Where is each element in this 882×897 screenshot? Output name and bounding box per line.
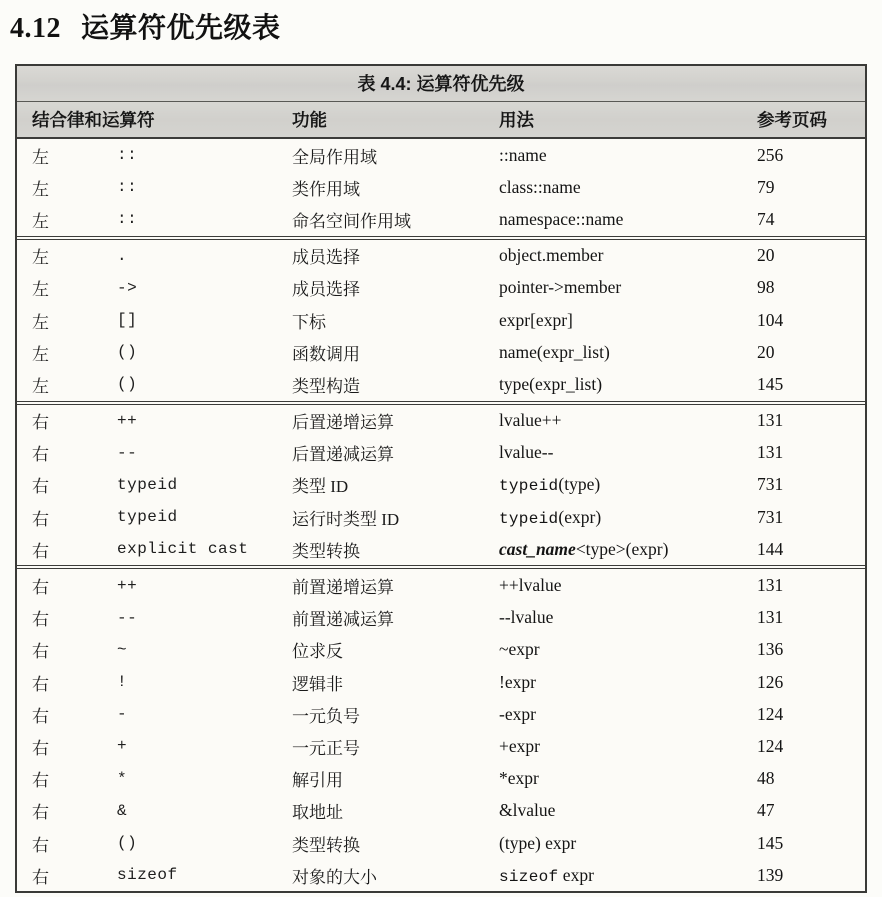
row-group — [17, 236, 865, 401]
function-cell: 前置递增运算 — [292, 578, 394, 598]
page-ref-cell: 20 — [757, 341, 775, 362]
usage-segment: --lvalue — [499, 607, 554, 628]
operator-cell: sizeof — [117, 866, 178, 885]
function-cell: 成员选择 — [292, 248, 360, 268]
function-cell: 取地址 — [292, 803, 343, 823]
page-ref-cell: 136 — [757, 639, 784, 660]
function-cell: 前置递减运算 — [292, 610, 394, 630]
usage-cell — [499, 575, 757, 596]
usage-cell — [499, 442, 757, 463]
associativity-cell: 左 — [32, 376, 49, 396]
associativity-cell: 右 — [32, 509, 49, 529]
usage-segment: name(expr_list) — [499, 341, 610, 362]
usage-segment: cast_name — [499, 538, 576, 559]
table-row — [17, 405, 865, 437]
operator-cell: () — [117, 343, 138, 362]
associativity-cell: 右 — [32, 477, 49, 497]
usage-cell — [499, 507, 757, 528]
operator-cell: -- — [117, 443, 138, 462]
table-row — [17, 569, 865, 601]
row-group — [17, 565, 865, 891]
page-ref-cell: 131 — [757, 442, 784, 463]
usage-segment: (type) — [558, 474, 601, 495]
page-ref-cell: 124 — [757, 735, 784, 756]
function-cell: 类型转换 — [292, 541, 360, 561]
function-cell: 类型转换 — [292, 835, 360, 855]
associativity-cell: 右 — [32, 674, 49, 694]
table-row — [17, 763, 865, 795]
usage-segment: expr — [558, 864, 594, 885]
operator-cell: ++ — [117, 411, 138, 430]
usage-segment: <type>(expr) — [575, 538, 669, 559]
operator-cell: () — [117, 834, 138, 853]
operator-cell: [] — [117, 311, 138, 330]
table-row — [17, 795, 865, 827]
function-cell: 位求反 — [292, 642, 343, 662]
table-row — [17, 698, 865, 730]
page-ref-cell: 20 — [757, 245, 775, 266]
usage-cell — [499, 833, 757, 854]
usage-segment: pointer->member — [499, 277, 622, 298]
operator-cell: & — [117, 801, 128, 820]
operator-cell: + — [117, 737, 128, 756]
usage-cell — [499, 277, 757, 298]
page-ref-cell: 131 — [757, 410, 784, 431]
table-body — [17, 139, 865, 891]
table-row — [17, 272, 865, 304]
table-caption: 表 4.4: 运算符优先级 — [17, 66, 865, 102]
table-row — [17, 730, 865, 762]
row-group — [17, 401, 865, 566]
page-ref-cell: 731 — [757, 474, 784, 495]
usage-segment: expr[expr] — [499, 309, 573, 330]
associativity-cell: 左 — [32, 280, 49, 300]
associativity-cell: 右 — [32, 445, 49, 465]
usage-segment: namespace::name — [499, 208, 624, 229]
row-group — [17, 139, 865, 236]
table-row — [17, 859, 865, 891]
function-cell: 运行时类型 ID — [292, 509, 400, 529]
associativity-cell: 右 — [32, 578, 49, 598]
function-cell: 后置递增运算 — [292, 413, 394, 433]
function-cell: 下标 — [292, 312, 326, 332]
table-row — [17, 602, 865, 634]
usage-segment: object.member — [499, 245, 604, 266]
associativity-cell: 左 — [32, 312, 49, 332]
page-ref-cell: 74 — [757, 208, 775, 229]
function-cell: 逻辑非 — [292, 674, 343, 694]
usage-segment: lvalue-- — [499, 442, 554, 463]
usage-cell — [499, 410, 757, 431]
page-ref-cell: 144 — [757, 538, 784, 559]
usage-cell — [499, 768, 757, 789]
function-cell: 全局作用域 — [292, 147, 377, 167]
column-header-associativity-operator: 结合律和运算符 — [32, 110, 155, 130]
operator-cell: ++ — [117, 576, 138, 595]
table-row — [17, 139, 865, 171]
usage-cell — [499, 639, 757, 660]
function-cell: 命名空间作用域 — [292, 211, 411, 231]
function-cell: 函数调用 — [292, 344, 360, 364]
table-row — [17, 171, 865, 203]
usage-cell — [499, 800, 757, 821]
table-row — [17, 827, 865, 859]
usage-cell — [499, 672, 757, 693]
operator-cell: typeid — [117, 508, 178, 527]
table-row — [17, 437, 865, 469]
operator-cell: ! — [117, 673, 128, 692]
operator-precedence-table — [15, 64, 867, 893]
page-ref-cell: 124 — [757, 703, 784, 724]
operator-cell: explicit cast — [117, 540, 249, 559]
usage-segment: typeid — [499, 477, 559, 496]
table-row — [17, 240, 865, 272]
usage-segment: &lvalue — [499, 800, 556, 821]
usage-cell — [499, 310, 757, 331]
column-header-function: 功能 — [292, 110, 327, 130]
page-ref-cell: 731 — [757, 506, 784, 527]
usage-segment: -expr — [499, 703, 536, 724]
table-row — [17, 634, 865, 666]
usage-segment: lvalue++ — [499, 410, 562, 431]
usage-cell — [499, 865, 757, 886]
usage-cell — [499, 342, 757, 363]
operator-cell: :: — [117, 210, 138, 229]
usage-segment: +expr — [499, 735, 540, 756]
usage-segment: (expr) — [558, 506, 602, 527]
usage-cell — [499, 209, 757, 230]
section-heading — [10, 6, 281, 46]
table-row — [17, 501, 865, 533]
associativity-cell: 右 — [32, 610, 49, 630]
associativity-cell: 左 — [32, 179, 49, 199]
page-ref-cell: 104 — [757, 309, 784, 330]
table-row — [17, 203, 865, 235]
associativity-cell: 右 — [32, 642, 49, 662]
usage-cell — [499, 245, 757, 266]
page-ref-cell: 145 — [757, 373, 784, 394]
usage-cell — [499, 374, 757, 395]
usage-segment: ~expr — [499, 639, 540, 660]
page-ref-cell: 98 — [757, 277, 775, 298]
page-ref-cell: 256 — [757, 144, 784, 165]
table-row — [17, 368, 865, 400]
associativity-cell: 右 — [32, 803, 49, 823]
operator-cell: -- — [117, 608, 138, 627]
usage-cell — [499, 177, 757, 198]
table-row — [17, 666, 865, 698]
function-cell: 类作用域 — [292, 179, 360, 199]
function-cell: 解引用 — [292, 771, 343, 791]
associativity-cell: 右 — [32, 738, 49, 758]
operator-cell: ~ — [117, 640, 128, 659]
table-row — [17, 469, 865, 501]
usage-segment: sizeof — [499, 867, 559, 886]
page-ref-cell: 131 — [757, 607, 784, 628]
function-cell: 一元正号 — [292, 738, 360, 758]
operator-cell: * — [117, 769, 128, 788]
table-row — [17, 336, 865, 368]
associativity-cell: 左 — [32, 211, 49, 231]
usage-segment: ::name — [499, 144, 547, 165]
usage-segment: typeid — [499, 509, 559, 528]
table-row — [17, 304, 865, 336]
associativity-cell: 右 — [32, 771, 49, 791]
operator-cell: :: — [117, 178, 138, 197]
function-cell: 后置递减运算 — [292, 445, 394, 465]
operator-cell: () — [117, 375, 138, 394]
page-ref-cell: 145 — [757, 832, 784, 853]
usage-cell — [499, 539, 757, 560]
associativity-cell: 左 — [32, 344, 49, 364]
usage-segment: class::name — [499, 176, 581, 197]
usage-segment: type(expr_list) — [499, 373, 603, 394]
function-cell: 一元负号 — [292, 706, 360, 726]
column-header-usage: 用法 — [499, 110, 534, 130]
associativity-cell: 左 — [32, 248, 49, 268]
function-cell: 成员选择 — [292, 280, 360, 300]
function-cell: 类型构造 — [292, 376, 360, 396]
operator-cell: - — [117, 705, 128, 724]
operator-cell: -> — [117, 278, 138, 297]
page-ref-cell: 47 — [757, 800, 775, 821]
associativity-cell: 右 — [32, 541, 49, 561]
function-cell: 对象的大小 — [292, 867, 377, 887]
associativity-cell: 右 — [32, 413, 49, 433]
section-title: 运算符优先级表 — [81, 13, 281, 44]
usage-cell — [499, 145, 757, 166]
associativity-cell: 左 — [32, 147, 49, 167]
page-ref-cell: 131 — [757, 575, 784, 596]
operator-cell: :: — [117, 146, 138, 165]
table-header-row — [17, 102, 865, 139]
usage-segment: ++lvalue — [499, 575, 562, 596]
operator-cell: . — [117, 246, 128, 265]
associativity-cell: 右 — [32, 867, 49, 887]
associativity-cell: 右 — [32, 835, 49, 855]
usage-cell — [499, 474, 757, 495]
usage-cell — [499, 704, 757, 725]
function-cell: 类型 ID — [292, 477, 349, 497]
section-number: 4.12 — [10, 13, 61, 44]
operator-cell: typeid — [117, 475, 178, 494]
usage-segment: *expr — [499, 768, 539, 789]
page-ref-cell: 48 — [757, 768, 775, 789]
usage-cell — [499, 736, 757, 757]
usage-segment: (type) expr — [499, 832, 577, 853]
table-row — [17, 533, 865, 565]
usage-segment: !expr — [499, 671, 536, 692]
associativity-cell: 右 — [32, 706, 49, 726]
page-ref-cell: 79 — [757, 176, 775, 197]
usage-cell — [499, 607, 757, 628]
page-ref-cell: 126 — [757, 671, 784, 692]
page-ref-cell: 139 — [757, 864, 784, 885]
column-header-page-ref: 参考页码 — [757, 110, 827, 130]
